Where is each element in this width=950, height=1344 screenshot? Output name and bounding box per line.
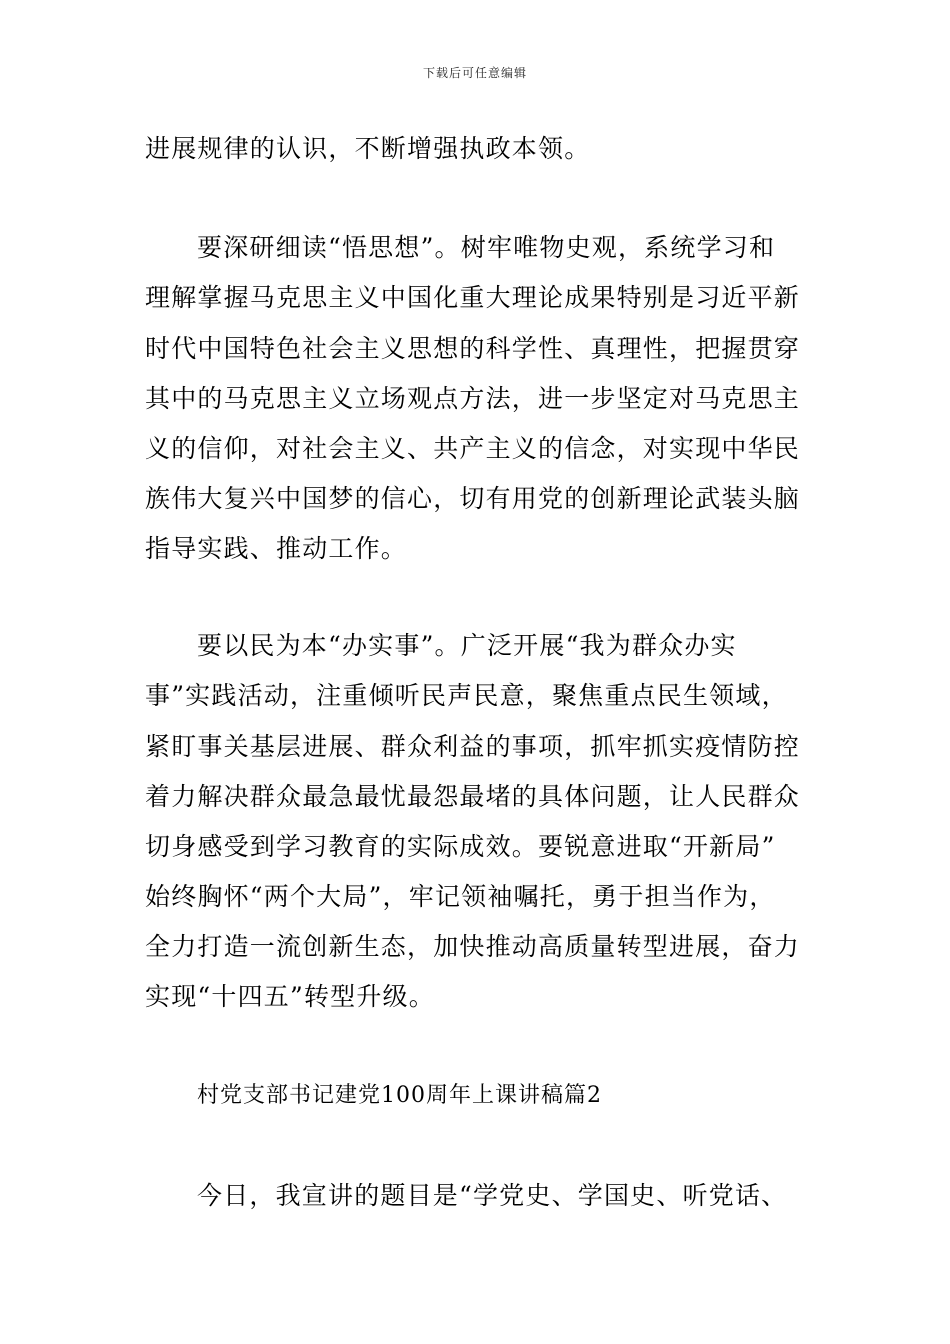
paragraph-line: 今日，我宣讲的题目是“学党史、学国史、听党话、 — [197, 1181, 788, 1210]
paragraph-line: 其中的马克思主义立场观点方法，进一步坚定对马克思主 — [145, 384, 801, 413]
paragraph-line: 切身感受到学习教育的实际成效。要锐意进取“开新局” — [145, 832, 776, 861]
section-heading: 村党支部书记建党100周年上课讲稿篇2 — [197, 1083, 602, 1108]
paragraph-line: 要以民为本“办实事”。广泛开展“我为群众办实 — [197, 631, 737, 660]
paragraph-line: 指导实践、推动工作。 — [145, 534, 408, 563]
paragraph-line: 紧盯事关基层进展、群众利益的事项，抓牢抓实疫情防控 — [145, 732, 801, 761]
paragraph-line: 事”实践活动，注重倾听民声民意，聚焦重点民生领域， — [145, 681, 788, 710]
paragraph-line: 实现“十四五”转型升级。 — [145, 982, 435, 1011]
paragraph-line: 族伟大复兴中国梦的信心，切有用党的创新理论武装头脑 — [145, 484, 801, 513]
paragraph-line: 全力打造一流创新生态，加快推动高质量转型进展，奋力 — [145, 932, 801, 961]
header-note: 下载后可任意编辑 — [422, 66, 527, 80]
paragraph-line: 时代中国特色社会主义思想的科学性、真理性，把握贯穿 — [145, 334, 801, 363]
paragraph-line: 理解掌握马克思主义中国化重大理论成果特别是习近平新 — [145, 283, 801, 312]
paragraph-line: 始终胸怀“两个大局”，牢记领袖嘱托，勇于担当作为， — [145, 882, 776, 911]
paragraph-line: 进展规律的认识，不断增强执政本领。 — [145, 134, 591, 163]
paragraph-line: 着力解决群众最急最忧最怨最堵的具体问题，让人民群众 — [145, 782, 801, 811]
paragraph-line: 要深研细读“悟思想”。树牢唯物史观，系统学习和 — [197, 233, 776, 262]
paragraph-line: 义的信仰，对社会主义、共产主义的信念，对实现中华民 — [145, 434, 801, 463]
